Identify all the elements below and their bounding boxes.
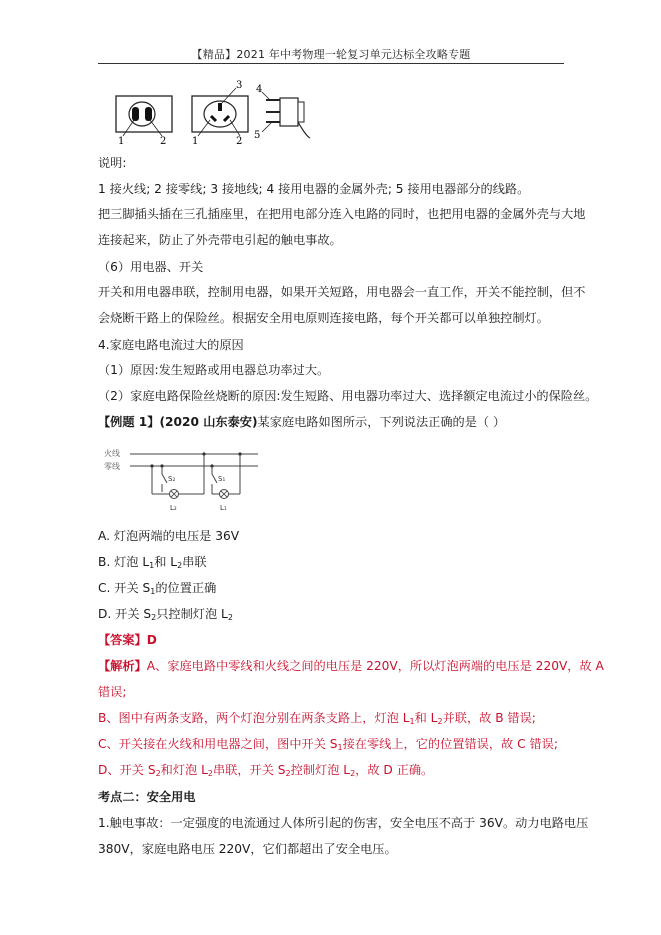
analysis-a-line-1: 【解析】A、家庭电路中零线和火线之间的电压是 220V，所以灯泡两端的电压是 220V，故 A (98, 659, 604, 673)
socket-label-2a: 2 (160, 136, 167, 146)
analysis-c: C、开关接在火线和用电器之间，图中开关 $S_1$接在零线上，它的位置错误，故 C 错误; (98, 737, 558, 752)
example-tag: 【例题 1】(2020 山东泰安) (98, 415, 258, 429)
socket-label-4: 4 (256, 84, 263, 95)
analysis-b: B、图中有两条支路，两个灯泡分别在两条支路上，灯泡 $L_1$和 $L_2$并联，故 B 错误; (98, 711, 536, 726)
socket-label-5: 5 (254, 130, 261, 141)
point-2-line-1: 1.触电事故：一定强度的电流通过人体所引起的伤害，安全电压不高于 36V。动力电路电压 (98, 816, 589, 830)
option-b: B. 灯泡 $L_1$和 $L_2$串联 (98, 555, 207, 570)
socket-plug-figure (112, 78, 312, 146)
section-4-line-1: （1）原因:发生短路或用电器总功率过大。 (98, 363, 330, 377)
page-header: 【精品】2021 年中考物理一轮复习单元达标全攻略专题 (191, 48, 471, 61)
option-d: D. 开关 $S_2$只控制灯泡 $L_2$ (98, 607, 233, 622)
section-6-line-1: 开关和用电器串联，控制用电器，如果开关短路，用电器会一直工作，开关不能控制，但不 (98, 285, 586, 299)
section-6-line-2: 会烧断干路上的保险丝。根据安全用电原则连接电路，每个开关都可以单独控制灯。 (98, 311, 549, 325)
option-a: A. 灯泡两端的电压是 36V (98, 529, 240, 543)
point-2-line-2: 380V，家庭电路电压 220V，它们都超出了安全电压。 (98, 842, 397, 856)
answer-label: 【答案】D (98, 633, 157, 647)
switch-s2-label: S₂ (168, 475, 176, 483)
point-2-title: 考点二：安全用电 (98, 790, 196, 804)
socket-label-1b: 1 (192, 136, 199, 146)
section-6-title: （6）用电器、开关 (98, 260, 204, 274)
option-c: C. 开关 $S_1$的位置正确 (98, 581, 217, 596)
header-rule (98, 63, 564, 64)
live-wire-label: 火线 (104, 449, 120, 458)
circuit-diagram (104, 444, 264, 516)
explain-para-line-1: 把三脚插头插在三孔插座里，在把用电部分连入电路的同时，也把用电器的金属外壳与大地 (98, 207, 586, 221)
socket-label-3: 3 (236, 80, 243, 91)
lamp-l1-label: L₁ (220, 504, 227, 512)
example-text: 某家庭电路如图所示，下列说法正确的是（ ） (257, 415, 506, 429)
switch-s1-label: S₁ (218, 475, 226, 483)
lamp-l2-label: L₂ (170, 504, 177, 512)
section-4-title: 4.家庭电路电流过大的原因 (98, 338, 244, 352)
analysis-d: D、开关 $S_2$和灯泡 $L_2$串联，开关 $S_2$控制灯泡 $L_2$，故 D 正确。 (98, 763, 434, 778)
neutral-wire-label: 零线 (104, 462, 120, 471)
socket-label-1a: 1 (118, 136, 125, 146)
socket-label-2b: 2 (236, 136, 243, 146)
example-1-question (98, 414, 568, 430)
explain-items: 1 接火线; 2 接零线; 3 接地线; 4 接用电器的金属外壳; 5 接用电器部分的线路。 (98, 182, 530, 196)
explain-title: 说明: (98, 156, 127, 170)
section-4-line-2: （2）家庭电路保险丝烧断的原因:发生短路、用电器功率过大、选择额定电流过小的保险丝。 (98, 389, 598, 403)
analysis-a-line-2: 错误; (98, 685, 127, 699)
explain-para-line-2: 连接起来，防止了外壳带电引起的触电事故。 (98, 233, 342, 247)
